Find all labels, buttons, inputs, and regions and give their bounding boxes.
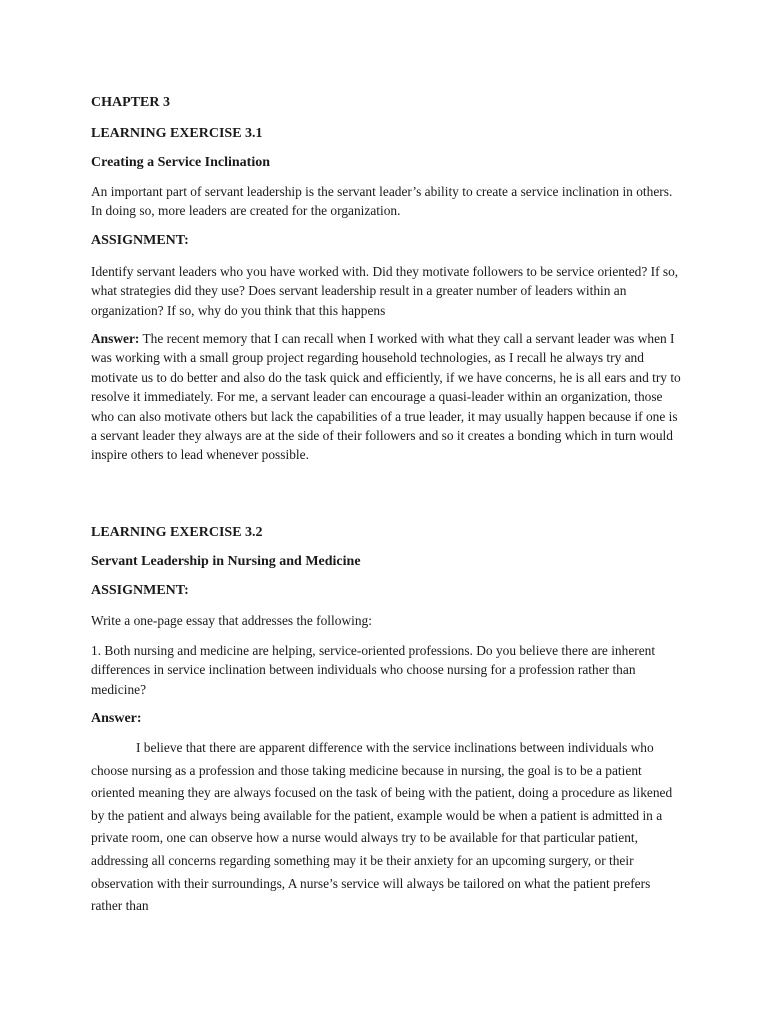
exercise-3-2-answer-label: Answer: [91,711,142,726]
exercise-3-1-answer-text: The recent memory that I can recall when I worked with what they call a servant leader was when I was working with a small group project regarding household technologies, as I recall he always try and motivate us to do better and also do the task quick and efficiently, if we have concerns, he is all ears and try to resolve it immediately. For me, a servant leader can encourage a quasi-leader within an organization, those who can also motivate others but lack the capabilities of a true leader, it may usually happen because if one is a servant leader they always are at the side of their followers and so it creates a bonding which in turn would inspire others to lead whenever possible. [91,331,681,463]
exercise-3-2-answer [91,737,681,918]
exercise-3-2-assignment-label: ASSIGNMENT: [91,583,189,598]
exercise-3-1-question: Identify servant leaders who you have worked with. Did they motivate followers to be service oriented? If so, what strategies did they use? Does servant leadership result in a greater number of leaders within an organization? If so, why do you think that this happens [91,264,679,318]
exercise-3-2-question: 1. Both nursing and medicine are helping, service-oriented professions. Do you believe there are inherent differences in service inclination between individuals who choose nursing for a profession rather than medicine? [91,643,656,697]
exercise-3-2-answer-text: I believe that there are apparent difference with the service inclinations between individuals who choose nursing as a profession and those taking medicine because in nursing, the goal is to be a patient oriented meaning they are always focused on the task of being with the patient, doing a procedure as likened by the patient and always being available for the patient, example would be when a patient is admitted in a private room, one can observe how a nurse would always try to be available for that particular patient, addressing all concerns regarding something may it be their anxiety for an upcoming surgery, or their observation with their surroundings, A nurse’s service will always be tailored on what the patient prefers rather than [91,740,673,914]
exercise-3-1-assignment-label: ASSIGNMENT: [91,233,189,248]
exercise-3-1-answer-label: Answer: [91,331,140,346]
exercise-3-2-title: LEARNING EXERCISE 3.2 [91,525,263,540]
exercise-3-2-instruction: Write a one-page essay that addresses the following: [91,613,372,628]
exercise-3-1-intro: An important part of servant leadership is the servant leader’s ability to create a service inclination in others. In doing so, more leaders are created for the organization. [91,184,673,219]
chapter-heading: CHAPTER 3 [91,95,170,110]
exercise-3-1-subtitle: Creating a Service Inclination [91,155,271,170]
exercise-3-1-answer [91,329,683,465]
exercise-3-1-title: LEARNING EXERCISE 3.1 [91,126,263,141]
exercise-3-2-subtitle: Servant Leadership in Nursing and Medicine [91,554,361,569]
